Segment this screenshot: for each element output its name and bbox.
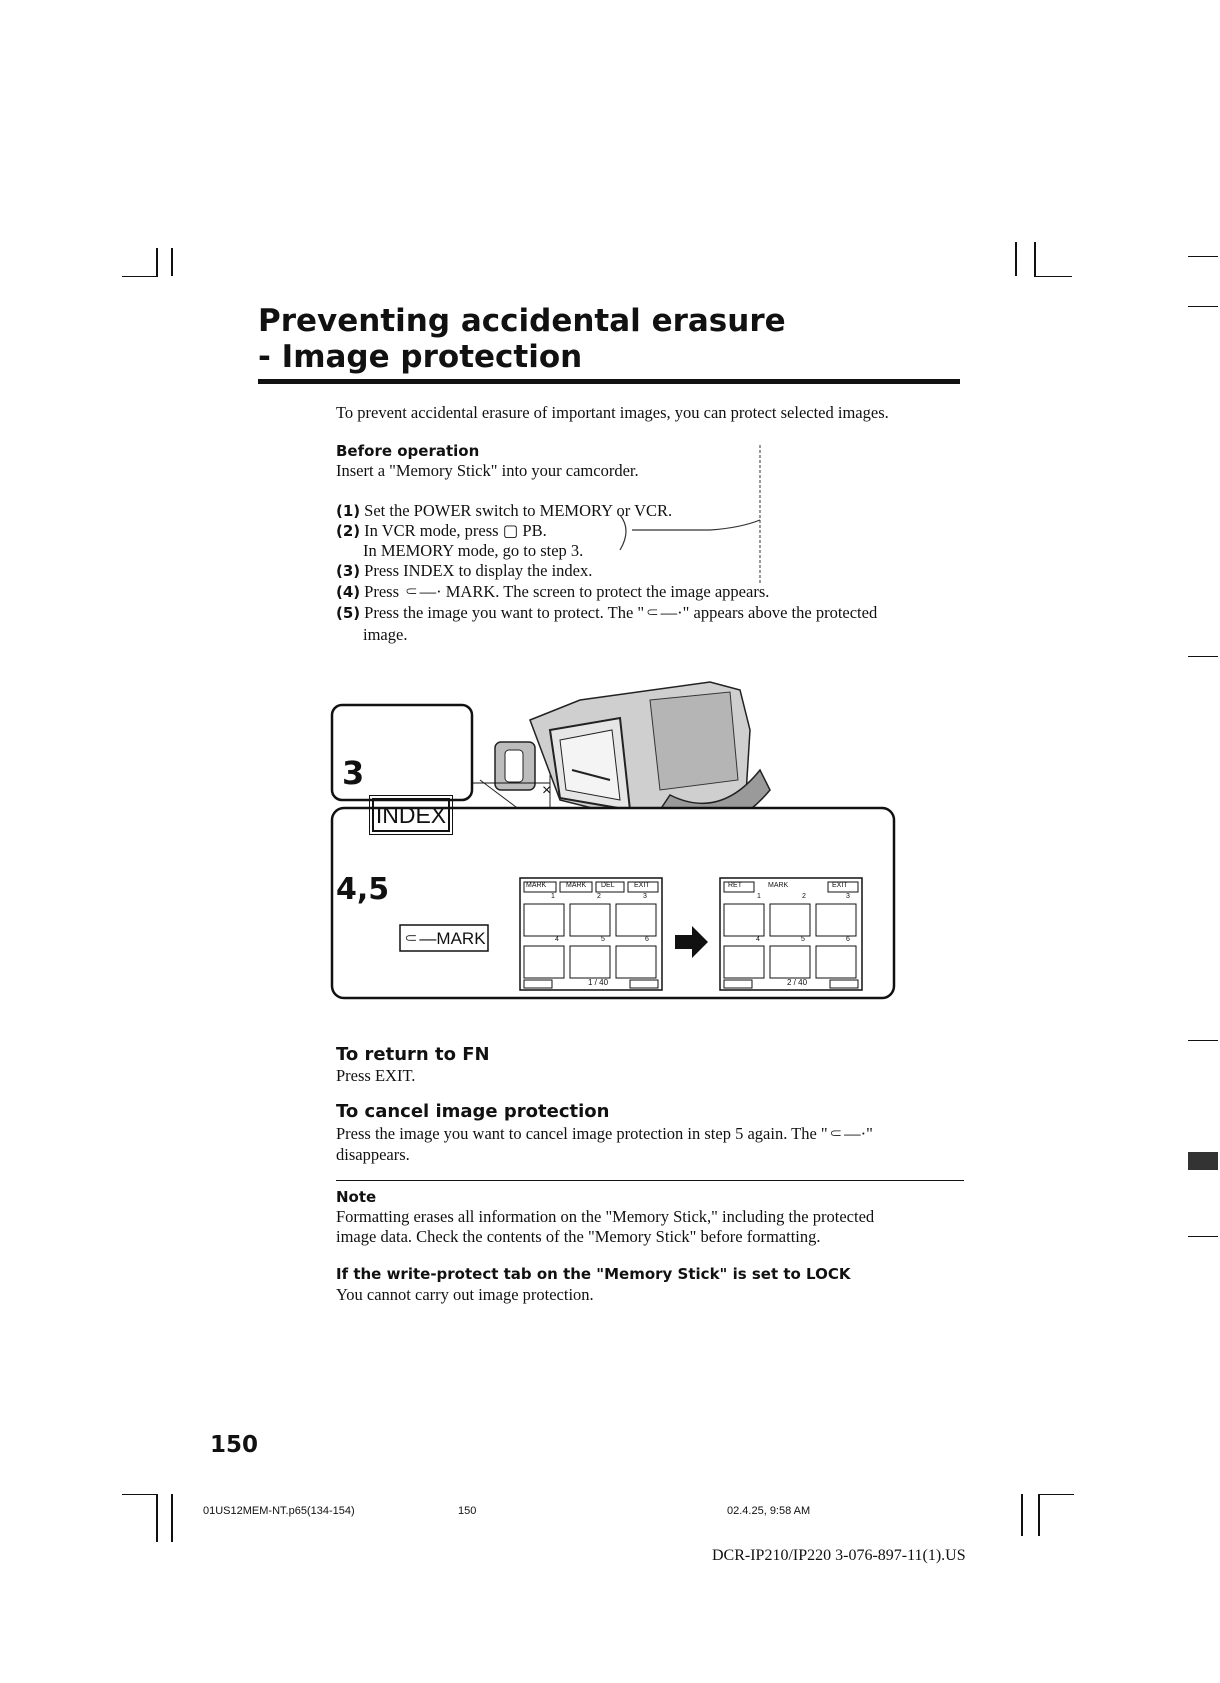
- cancel-text-2: disappears.: [336, 1145, 410, 1164]
- note-text-2: image data. Check the contents of the "Memory Stick" before formatting.: [336, 1227, 821, 1246]
- screen2-btn-ret[interactable]: RET: [728, 882, 742, 889]
- screen1-btn-mark2[interactable]: MARK: [566, 882, 587, 889]
- screen1-counter: 1 / 40: [588, 978, 609, 987]
- screen2-num-3: 3: [846, 893, 850, 900]
- screen1-num-4: 4: [555, 936, 559, 943]
- before-operation-text: Insert a "Memory Stick" into your camcorder.: [336, 461, 639, 480]
- screen1-num-5: 5: [601, 936, 605, 943]
- step-4: (4) Press ⸦—· MARK. The screen to protect the image appears.: [336, 582, 770, 601]
- screen2-btn-mark: MARK: [768, 882, 789, 889]
- title-rule: [258, 379, 960, 384]
- edge-mark: [1188, 1040, 1218, 1041]
- crop-mark: [156, 1494, 158, 1542]
- footer-date: 02.4.25, 9:58 AM: [727, 1505, 811, 1517]
- before-operation-heading: Before operation: [336, 442, 480, 460]
- step-3: (3) Press INDEX to display the index.: [336, 561, 593, 580]
- edge-mark: [1188, 656, 1218, 657]
- index-screen-2: [720, 878, 862, 990]
- crop-mark: [171, 1494, 173, 1542]
- crop-mark: [1034, 276, 1072, 277]
- edge-mark: [1188, 1236, 1218, 1237]
- lock-heading: If the write-protect tab on the "Memory Stick" is set to LOCK: [336, 1265, 851, 1283]
- mark-button[interactable]: ⸦—MARK: [402, 929, 486, 948]
- edge-mark: [1188, 1152, 1218, 1170]
- note-heading: Note: [336, 1188, 377, 1206]
- step-2-sub: In MEMORY mode, go to step 3.: [363, 541, 584, 560]
- return-fn-heading: To return to FN: [336, 1044, 490, 1065]
- screen2-num-1: 1: [757, 893, 761, 900]
- page-title: Preventing accidental erasure - Image protection: [258, 303, 786, 375]
- screen2-counter: 2 / 40: [787, 978, 808, 987]
- screen2-btn-exit[interactable]: EXIT: [832, 882, 848, 889]
- edge-mark: [1188, 306, 1218, 307]
- crop-mark: [156, 248, 158, 276]
- cancel-text-1: Press the image you want to cancel image protection in step 5 again. The "⸦—·": [336, 1124, 873, 1143]
- return-fn-text: Press EXIT.: [336, 1066, 416, 1085]
- page-number: 150: [210, 1432, 259, 1458]
- screen1-btn-del[interactable]: DEL: [601, 882, 615, 889]
- screen2-num-2: 2: [802, 893, 806, 900]
- screen1-btn-mark[interactable]: MARK: [526, 882, 547, 889]
- step45-label: 4,5: [336, 872, 390, 907]
- screen1-num-6: 6: [645, 936, 649, 943]
- crop-mark: [122, 1494, 158, 1495]
- lock-text: You cannot carry out image protection.: [336, 1285, 594, 1304]
- step3-label: 3: [342, 754, 365, 792]
- index-screen-1: [520, 878, 662, 990]
- screen1-num-1: 1: [551, 893, 555, 900]
- svg-text:×: ×: [542, 782, 552, 799]
- crop-mark: [171, 248, 173, 276]
- crop-mark: [1021, 1494, 1023, 1536]
- step-5-sub: image.: [363, 625, 408, 644]
- screen2-num-4: 4: [756, 936, 760, 943]
- screen1-num-2: 2: [597, 893, 601, 900]
- edge-mark: [1188, 256, 1218, 257]
- crop-mark: [122, 276, 158, 277]
- intro-text: To prevent accidental erasure of important images, you can protect selected images.: [336, 403, 889, 422]
- footer-file: 01US12MEM-NT.p65(134-154): [203, 1505, 355, 1517]
- camcorder-figure: [320, 670, 900, 1010]
- crop-mark: [1038, 1494, 1074, 1495]
- screen1-num-3: 3: [643, 893, 647, 900]
- screen1-btn-exit[interactable]: EXIT: [634, 882, 650, 889]
- step-1: (1) Set the POWER switch to MEMORY or VCR.: [336, 501, 673, 520]
- index-button[interactable]: INDEX: [372, 798, 450, 832]
- step-5: (5) Press the image you want to protect. The "⸦—·" appears above the protected: [336, 603, 878, 622]
- crop-mark: [1034, 242, 1036, 276]
- crop-mark: [1015, 242, 1017, 276]
- footer-page: 150: [458, 1505, 477, 1517]
- screen2-num-5: 5: [801, 936, 805, 943]
- footer-model: DCR-IP210/IP220 3-076-897-11(1).US: [712, 1547, 966, 1564]
- screen2-num-6: 6: [846, 936, 850, 943]
- step-bracket: [590, 435, 770, 595]
- note-text-1: Formatting erases all information on the "Memory Stick," including the protected: [336, 1207, 875, 1226]
- step-2: (2) In VCR mode, press ▢ PB.: [336, 521, 547, 540]
- crop-mark: [1038, 1494, 1040, 1536]
- note-rule: [336, 1180, 964, 1181]
- cancel-heading: To cancel image protection: [336, 1101, 610, 1122]
